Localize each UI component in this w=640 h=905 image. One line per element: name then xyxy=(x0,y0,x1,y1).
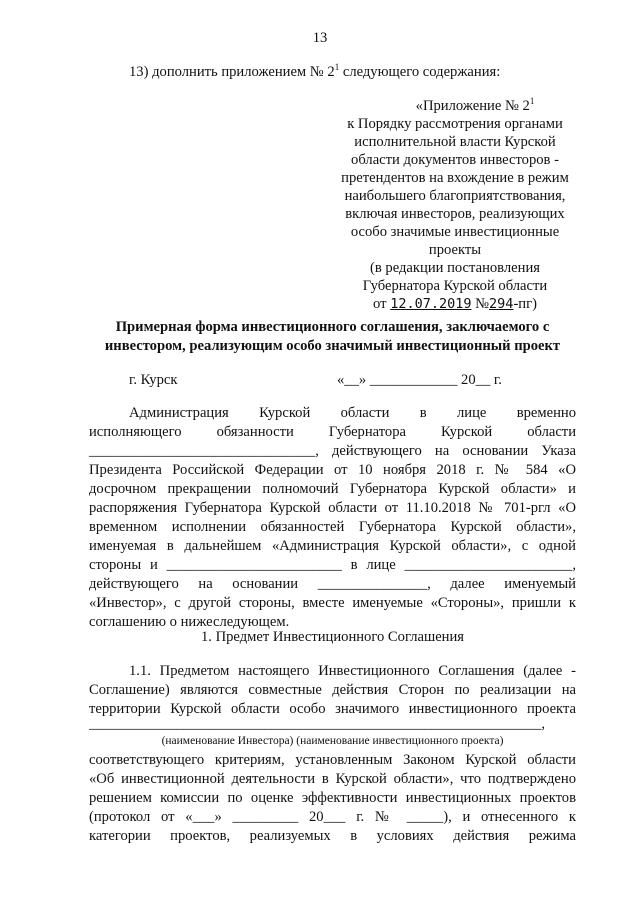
appendix-line: включая инвесторов, реализующих xyxy=(345,205,565,222)
body-line: действующего на основании _______________, далее именуемый xyxy=(89,576,576,592)
form-heading-line: Примерная форма инвестиционного соглашения, заключаемого с xyxy=(115,319,550,335)
city: г. Курск xyxy=(129,372,178,388)
tail-line: «Об инвестиционной деятельности в Курской области», что подтверждено xyxy=(89,771,576,787)
appendix-line: к Порядку рассмотрения органами xyxy=(347,115,563,132)
handwritten-number: 294 xyxy=(489,295,514,312)
appendix-title: «Приложение № $2^1$ xyxy=(415,96,535,114)
section-line: Соглашение) являются совместные действия Сторон по реализации на xyxy=(89,682,576,698)
appendix-line: области документов инвесторов - xyxy=(351,151,559,168)
body-line: Президента Российской Федерации от 10 ноября 2018 г. № 584 «О xyxy=(89,462,576,478)
body-line: распоряжения Губернатора Курской области от 11.10.2018 № 701-ргл «О xyxy=(89,500,576,516)
form-heading-line: инвестором, реализующим особо значимый инвестиционный проект xyxy=(104,338,561,354)
handwritten-date: 12.07.2019 xyxy=(390,295,472,312)
body-line: стороны и ________________________ в лице _______________________, xyxy=(89,557,576,573)
appendix-line: наибольшего благоприятствования, xyxy=(344,187,566,204)
appendix-line: Губернатора Курской области xyxy=(362,277,548,294)
section-line: 1.1. Предметом настоящего Инвестиционного Соглашения (далее - xyxy=(129,663,576,679)
tail-line: категории проектов, реализуемых в условиях действия режима xyxy=(89,828,576,844)
section-title: 1. Предмет Инвестиционного Соглашения xyxy=(200,629,465,645)
tail-line: (протокол от «___» _________ 20___ г. № _____), и отнесенного к xyxy=(89,809,576,825)
appendix-line: проекты xyxy=(428,241,482,258)
page-number: 13 xyxy=(312,30,328,46)
body-line: «Инвестор», с другой стороны, вместе именуемые «Стороны», пришли к xyxy=(89,595,576,611)
intro-line: 13) дополнить приложением № $2^1$ следующего содержания: xyxy=(129,62,501,80)
body-line: досрочном прекращении полномочий Губернатора Курской области» и xyxy=(89,481,576,497)
blank-caption: (наименование Инвестора) (наименование инвестиционного проекта) xyxy=(161,735,504,747)
body-line: исполняющего обязанности Губернатора Курской области xyxy=(89,424,576,440)
appendix-block xyxy=(330,92,580,313)
body-line: Администрация Курской области в лице временно xyxy=(129,405,576,421)
body-line: временном исполнении обязанностей Губернатора Курской области», xyxy=(89,519,576,535)
tail-line: решением комиссии по оценке эффективности инвестиционных проектов xyxy=(89,790,576,806)
body-line: именуемая в дальнейшем «Администрация Курской области», с одной xyxy=(89,538,576,554)
section-line: территории Курской области особо значимого инвестиционного проекта xyxy=(89,701,576,717)
investor-blank-line: ______________________________________________________________, xyxy=(89,716,546,732)
body-line: _______________________________, действующего на основании Указа xyxy=(89,443,576,459)
appendix-line: претендентов на вхождение в режим xyxy=(341,169,569,186)
appendix-line: исполнительной власти Курской xyxy=(354,133,556,150)
body-line: соглашению о нижеследующем. xyxy=(89,614,290,630)
appendix-line: особо значимые инвестиционные xyxy=(350,223,560,240)
appendix-line: (в редакции постановления xyxy=(370,259,540,276)
agreement-date: «__» ____________ 20__ г. xyxy=(337,372,502,388)
tail-line: соответствующего критериям, установленным Законом Курской области xyxy=(89,752,576,768)
appendix-date-line: от 12.07.2019 №294-пг) xyxy=(373,295,537,312)
